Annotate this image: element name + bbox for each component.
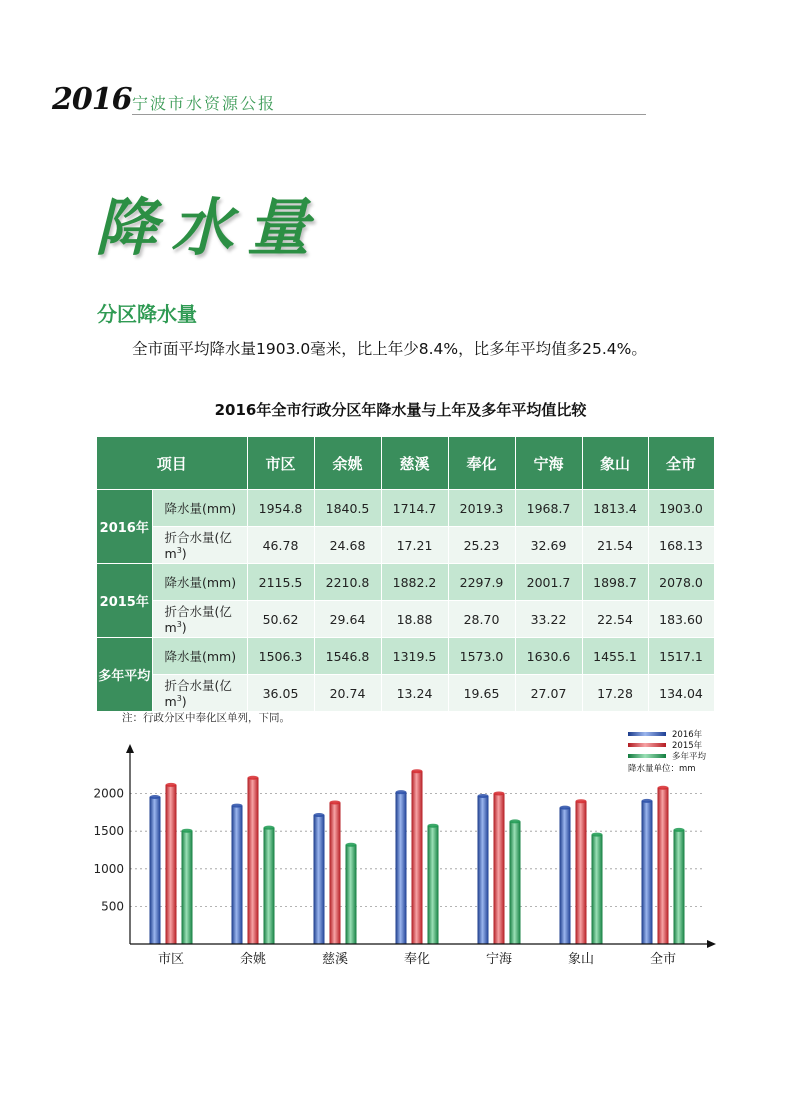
table-cell: 28.70	[448, 601, 515, 638]
bar-cap	[330, 800, 341, 804]
bar-cap	[182, 829, 193, 833]
bar-cap	[396, 790, 407, 794]
bar-average	[182, 831, 193, 944]
table-cell: 22.54	[582, 601, 648, 638]
bar-cap	[478, 794, 489, 798]
bar-cap	[494, 791, 505, 795]
table-cell: 1455.1	[582, 638, 648, 675]
table-cell: 2115.5	[247, 564, 314, 601]
y-tick-label: 2000	[93, 786, 124, 801]
page-title: 降水量	[95, 191, 324, 264]
table-cell: 1714.7	[381, 490, 448, 527]
table-cell: 36.05	[247, 675, 314, 712]
x-tick-label: 奉化	[403, 952, 431, 967]
bar-2015	[494, 793, 505, 944]
table-cell: 1954.8	[247, 490, 314, 527]
x-tick-label: 全市	[649, 952, 677, 967]
row-item: 降水量(mm)	[152, 638, 247, 675]
row-group-year: 2015年	[97, 564, 152, 638]
bar-2015	[248, 778, 259, 944]
summary-text: 全市面平均降水量1903.0毫米，比上年少8.4%，比多年平均值多25.4%。	[132, 340, 647, 358]
bar-cap	[248, 776, 259, 780]
bar-cap	[166, 783, 177, 787]
y-tick-label: 1000	[93, 861, 124, 876]
chart-unit-label: 降水量单位：mm	[628, 764, 696, 774]
row-item: 折合水量(亿$m^3$)	[152, 675, 247, 712]
bar-cap	[346, 843, 357, 847]
header-district: 余姚	[314, 437, 381, 490]
table-cell: 1319.5	[381, 638, 448, 675]
bar-2016	[150, 797, 161, 944]
bar-cap	[510, 819, 521, 823]
bar-2015	[658, 788, 669, 944]
bar-2015	[576, 801, 587, 944]
bar-2016	[642, 801, 653, 944]
bar-average	[592, 835, 603, 944]
page-header	[52, 82, 646, 116]
legend-label: 2015年	[672, 741, 703, 751]
table-cell: 17.28	[582, 675, 648, 712]
table-cell: 168.13	[648, 527, 714, 564]
header-district: 奉化	[448, 437, 515, 490]
bar-average	[346, 845, 357, 944]
table-cell: 1573.0	[448, 638, 515, 675]
bar-cap	[412, 769, 423, 773]
table-cell: 33.22	[515, 601, 582, 638]
bar-cap	[642, 799, 653, 803]
bar-cap	[658, 786, 669, 790]
table-row	[97, 527, 714, 564]
table-cell: 134.04	[648, 675, 714, 712]
table-row	[97, 675, 714, 712]
rainfall-bar-chart	[90, 724, 730, 974]
bar-cap	[560, 806, 571, 810]
table-cell: 25.23	[448, 527, 515, 564]
bar-cap	[592, 833, 603, 837]
table-cell: 2297.9	[448, 564, 515, 601]
row-item: 折合水量(亿$m^3$)	[152, 601, 247, 638]
bar-2016	[560, 808, 571, 944]
table-cell: 20.74	[314, 675, 381, 712]
bar-2015	[166, 785, 177, 944]
table-cell: 13.24	[381, 675, 448, 712]
row-item: 折合水量(亿$m^3$)	[152, 527, 247, 564]
header-district: 市区	[247, 437, 314, 490]
header-year: 2016	[52, 82, 132, 117]
y-tick-label: 1500	[93, 824, 124, 839]
table-row	[97, 638, 714, 675]
x-axis-arrow-icon	[707, 940, 716, 948]
section-title: 分区降水量	[97, 302, 197, 326]
bar-average	[674, 830, 685, 944]
header-district: 全市	[648, 437, 714, 490]
table-cell: 1517.1	[648, 638, 714, 675]
y-axis-arrow-icon	[126, 744, 134, 753]
x-tick-label: 慈溪	[321, 952, 349, 967]
table-header-row	[97, 437, 714, 490]
table-cell: 1506.3	[247, 638, 314, 675]
table-cell: 18.88	[381, 601, 448, 638]
header-item: 项目	[97, 437, 247, 490]
row-group-year: 2016年	[97, 490, 152, 564]
table-cell: 21.54	[582, 527, 648, 564]
header-district: 宁海	[515, 437, 582, 490]
table-cell: 2019.3	[448, 490, 515, 527]
legend-swatch	[628, 732, 666, 736]
table-cell: 2210.8	[314, 564, 381, 601]
header-district: 慈溪	[381, 437, 448, 490]
row-item: 降水量(mm)	[152, 490, 247, 527]
header-title: 宁波市水资源公报	[132, 94, 277, 113]
table-cell: 46.78	[247, 527, 314, 564]
bar-cap	[150, 795, 161, 799]
bar-cap	[428, 824, 439, 828]
table-cell: 27.07	[515, 675, 582, 712]
legend-label: 2016年	[672, 730, 703, 740]
legend-swatch	[628, 743, 666, 747]
table-cell: 1546.8	[314, 638, 381, 675]
x-tick-label: 宁海	[485, 952, 513, 967]
bar-2016	[478, 796, 489, 944]
bar-average	[264, 828, 275, 944]
table-cell: 2001.7	[515, 564, 582, 601]
bar-cap	[264, 826, 275, 830]
table-row	[97, 601, 714, 638]
x-tick-label: 市区	[157, 952, 185, 967]
table-cell: 1898.7	[582, 564, 648, 601]
bar-2015	[330, 802, 341, 944]
x-tick-label: 余姚	[239, 952, 267, 967]
y-tick-label: 500	[101, 899, 124, 914]
table-note: 注：行政分区中奉化区单列，下同。	[122, 712, 290, 724]
row-group-year: 多年平均	[97, 638, 152, 712]
table-cell: 1840.5	[314, 490, 381, 527]
bar-2016	[396, 792, 407, 944]
bar-average	[428, 826, 439, 944]
table-cell: 1813.4	[582, 490, 648, 527]
bar-average	[510, 821, 521, 944]
table-row	[97, 490, 714, 527]
bar-2016	[232, 806, 243, 944]
bar-2016	[314, 815, 325, 944]
table-cell: 2078.0	[648, 564, 714, 601]
bar-cap	[674, 828, 685, 832]
header-district: 象山	[582, 437, 648, 490]
table-cell: 1968.7	[515, 490, 582, 527]
legend-swatch	[628, 754, 666, 758]
row-item: 降水量(mm)	[152, 564, 247, 601]
x-tick-label: 象山	[567, 952, 595, 967]
table-cell: 1882.2	[381, 564, 448, 601]
table-cell: 32.69	[515, 527, 582, 564]
legend-label: 多年平均	[672, 752, 707, 762]
bar-2015	[412, 771, 423, 944]
table-cell: 50.62	[247, 601, 314, 638]
table-cell: 183.60	[648, 601, 714, 638]
bar-cap	[576, 799, 587, 803]
table-row	[97, 564, 714, 601]
table-cell: 24.68	[314, 527, 381, 564]
table-title: 2016年全市行政分区年降水量与上年及多年平均值比较	[214, 401, 587, 419]
rainfall-table	[97, 437, 715, 712]
table-cell: 1630.6	[515, 638, 582, 675]
header-divider	[132, 114, 646, 115]
table-cell: 29.64	[314, 601, 381, 638]
table-cell: 17.21	[381, 527, 448, 564]
table-cell: 1903.0	[648, 490, 714, 527]
bar-cap	[314, 813, 325, 817]
table-cell: 19.65	[448, 675, 515, 712]
bar-cap	[232, 804, 243, 808]
